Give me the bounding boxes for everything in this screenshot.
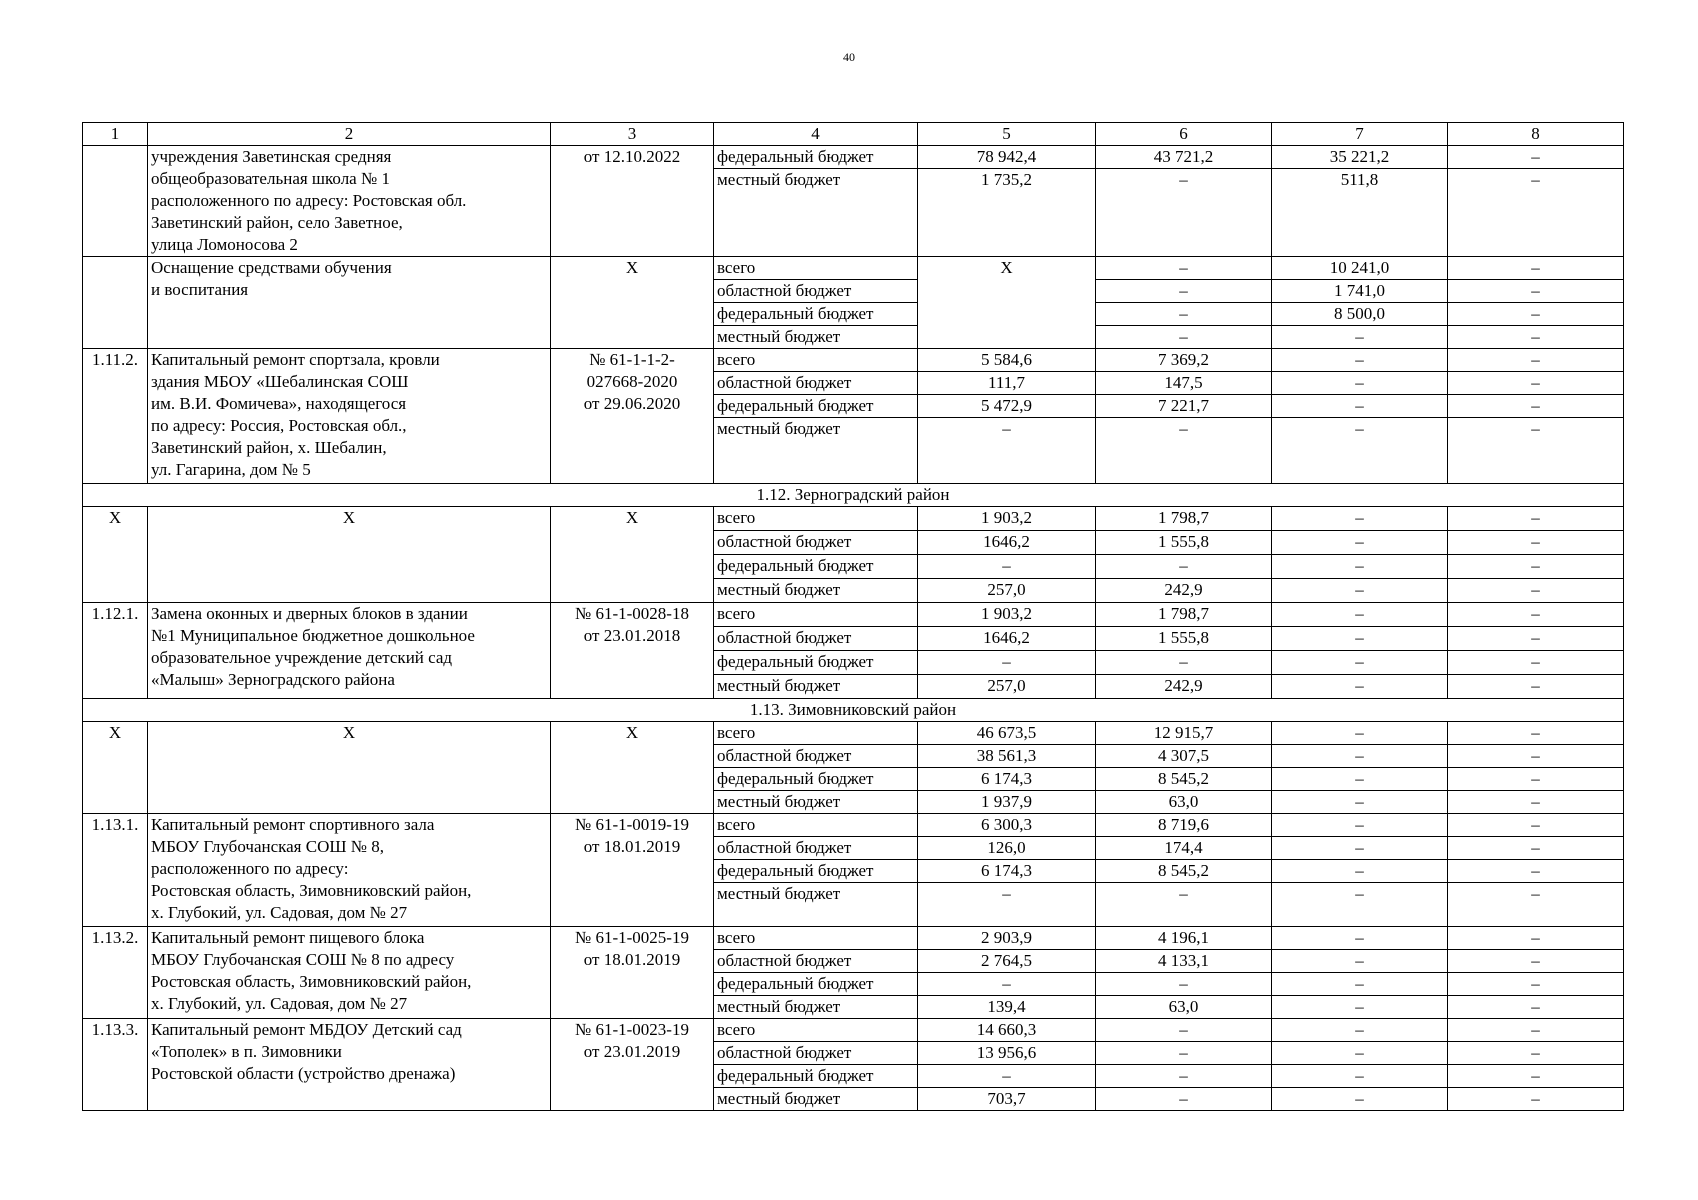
value-col6: 242,9 (1096, 675, 1272, 699)
value-col7: – (1272, 326, 1448, 349)
budget-type: местный бюджет (714, 1088, 918, 1111)
budget-type: областной бюджет (714, 280, 918, 303)
value-col7: – (1272, 675, 1448, 699)
table-row (83, 927, 1624, 950)
value-col7: – (1272, 651, 1448, 675)
value-col5: 78 942,4 (918, 146, 1096, 169)
item-number: 1.13.1. (83, 814, 148, 927)
value-col6: 1 798,7 (1096, 603, 1272, 627)
value-col5: 126,0 (918, 837, 1096, 860)
value-col5: 14 660,3 (918, 1019, 1096, 1042)
value-col8: – (1448, 1042, 1624, 1065)
budget-type: местный бюджет (714, 675, 918, 699)
budget-type: всего (714, 814, 918, 837)
value-col5: Х (918, 257, 1096, 349)
budget-type: местный бюджет (714, 883, 918, 927)
budget-type: областной бюджет (714, 950, 918, 973)
table-row (83, 1019, 1624, 1042)
budget-type: федеральный бюджет (714, 860, 918, 883)
value-col8: – (1448, 169, 1624, 257)
value-col8: – (1448, 927, 1624, 950)
value-col5: 1646,2 (918, 531, 1096, 555)
item-document: № 61-1-0028-18 от 23.01.2018 (551, 603, 714, 699)
value-col8: – (1448, 257, 1624, 280)
value-col5: – (918, 1065, 1096, 1088)
value-col6: 12 915,7 (1096, 722, 1272, 745)
value-col7: – (1272, 395, 1448, 418)
value-col5: 2 764,5 (918, 950, 1096, 973)
value-col8: – (1448, 555, 1624, 579)
value-col8: – (1448, 860, 1624, 883)
value-col8: – (1448, 395, 1624, 418)
value-col6: – (1096, 883, 1272, 927)
budget-type: областной бюджет (714, 627, 918, 651)
value-col7: – (1272, 860, 1448, 883)
value-col7: – (1272, 418, 1448, 484)
value-col6: 43 721,2 (1096, 146, 1272, 169)
value-col7: – (1272, 349, 1448, 372)
value-col6: – (1096, 326, 1272, 349)
budget-type: федеральный бюджет (714, 651, 918, 675)
value-col8: – (1448, 973, 1624, 996)
budget-type: всего (714, 1019, 918, 1042)
value-col8: – (1448, 349, 1624, 372)
value-col6: 174,4 (1096, 837, 1272, 860)
value-col7: 10 241,0 (1272, 257, 1448, 280)
value-col6: – (1096, 303, 1272, 326)
value-col7: – (1272, 791, 1448, 814)
value-col7: – (1272, 722, 1448, 745)
budget-type: местный бюджет (714, 169, 918, 257)
value-col5: 703,7 (918, 1088, 1096, 1111)
value-col8: – (1448, 507, 1624, 531)
item-document: Х (551, 257, 714, 349)
value-col5: – (918, 651, 1096, 675)
value-col8: – (1448, 280, 1624, 303)
value-col6: 1 798,7 (1096, 507, 1272, 531)
value-col5: 1 903,2 (918, 603, 1096, 627)
value-col8: – (1448, 722, 1624, 745)
value-col5: 1646,2 (918, 627, 1096, 651)
section-title: 1.13. Зимовниковский район (83, 699, 1624, 722)
budget-type: местный бюджет (714, 418, 918, 484)
value-col6: – (1096, 1065, 1272, 1088)
header-cell: 2 (148, 123, 551, 146)
value-col6: – (1096, 1042, 1272, 1065)
value-col8: – (1448, 996, 1624, 1019)
item-document: № 61-1-0019-19 от 18.01.2019 (551, 814, 714, 927)
value-col8: – (1448, 1065, 1624, 1088)
table-row (83, 349, 1624, 372)
budget-type: всего (714, 927, 918, 950)
value-col8: – (1448, 146, 1624, 169)
header-cell: 6 (1096, 123, 1272, 146)
value-col6: 4 307,5 (1096, 745, 1272, 768)
value-col7: – (1272, 372, 1448, 395)
table-row (83, 814, 1624, 837)
budget-type: федеральный бюджет (714, 395, 918, 418)
value-col6: – (1096, 257, 1272, 280)
value-col5: 2 903,9 (918, 927, 1096, 950)
value-col7: 35 221,2 (1272, 146, 1448, 169)
value-col5: 111,7 (918, 372, 1096, 395)
item-name: Оснащение средствами обучения и воспитания (148, 257, 551, 349)
table-row (83, 257, 1624, 280)
value-col8: – (1448, 418, 1624, 484)
item-document: № 61-1-0023-19 от 23.01.2019 (551, 1019, 714, 1111)
budget-type: всего (714, 349, 918, 372)
section-row (83, 699, 1624, 722)
value-col6: – (1096, 280, 1272, 303)
value-col7: – (1272, 627, 1448, 651)
header-cell: 1 (83, 123, 148, 146)
item-number: Х (83, 507, 148, 603)
value-col5: 5 584,6 (918, 349, 1096, 372)
item-name: Х (148, 722, 551, 814)
value-col8: – (1448, 883, 1624, 927)
header-cell: 5 (918, 123, 1096, 146)
value-col7: – (1272, 1019, 1448, 1042)
value-col6: 63,0 (1096, 791, 1272, 814)
value-col6: 242,9 (1096, 579, 1272, 603)
item-number: Х (83, 722, 148, 814)
value-col7: – (1272, 837, 1448, 860)
item-number (83, 146, 148, 257)
item-document: № 61-1-1-2- 027668-2020 от 29.06.2020 (551, 349, 714, 484)
item-document: от 12.10.2022 (551, 146, 714, 257)
value-col5: 6 174,3 (918, 768, 1096, 791)
item-name: Капитальный ремонт МБДОУ Детский сад «Тополек» в п. Зимовники Ростовской области (устройство дренажа) (148, 1019, 551, 1111)
budget-type: федеральный бюджет (714, 1065, 918, 1088)
item-document: Х (551, 722, 714, 814)
page-number: 40 (843, 50, 855, 64)
value-col5: – (918, 555, 1096, 579)
value-col6: 7 369,2 (1096, 349, 1272, 372)
table-row (83, 722, 1624, 745)
budget-type: федеральный бюджет (714, 303, 918, 326)
budget-type: местный бюджет (714, 791, 918, 814)
value-col6: 8 719,6 (1096, 814, 1272, 837)
value-col7: – (1272, 1042, 1448, 1065)
value-col5: 257,0 (918, 675, 1096, 699)
value-col5: 1 937,9 (918, 791, 1096, 814)
value-col8: – (1448, 1019, 1624, 1042)
value-col8: – (1448, 579, 1624, 603)
value-col6: 1 555,8 (1096, 627, 1272, 651)
value-col8: – (1448, 531, 1624, 555)
item-number: 1.13.2. (83, 927, 148, 1019)
value-col5: 6 174,3 (918, 860, 1096, 883)
value-col6: 7 221,7 (1096, 395, 1272, 418)
value-col6: 147,5 (1096, 372, 1272, 395)
value-col7: – (1272, 996, 1448, 1019)
value-col8: – (1448, 603, 1624, 627)
item-name: Х (148, 507, 551, 603)
value-col8: – (1448, 837, 1624, 860)
value-col8: – (1448, 814, 1624, 837)
value-col5: 257,0 (918, 579, 1096, 603)
value-col7: – (1272, 1088, 1448, 1111)
value-col7: – (1272, 973, 1448, 996)
header-cell: 3 (551, 123, 714, 146)
budget-type: всего (714, 722, 918, 745)
item-document: Х (551, 507, 714, 603)
header-cell: 4 (714, 123, 918, 146)
item-document: № 61-1-0025-19 от 18.01.2019 (551, 927, 714, 1019)
section-row (83, 484, 1624, 507)
budget-type: областной бюджет (714, 372, 918, 395)
table-row (83, 603, 1624, 627)
budget-type: всего (714, 603, 918, 627)
value-col7: – (1272, 1065, 1448, 1088)
value-col8: – (1448, 675, 1624, 699)
value-col5: 6 300,3 (918, 814, 1096, 837)
value-col6: – (1096, 651, 1272, 675)
item-number (83, 257, 148, 349)
value-col5: 38 561,3 (918, 745, 1096, 768)
value-col7: – (1272, 579, 1448, 603)
budget-type: областной бюджет (714, 531, 918, 555)
table-row (83, 146, 1624, 169)
value-col7: 511,8 (1272, 169, 1448, 257)
value-col8: – (1448, 372, 1624, 395)
budget-type: областной бюджет (714, 837, 918, 860)
item-name: учреждения Заветинская средняя общеобразовательная школа № 1 расположенного по адресу: Ростовская обл. Заветинский район, село Заветное, улица Ломоносова 2 (148, 146, 551, 257)
value-col5: 46 673,5 (918, 722, 1096, 745)
budget-table (82, 122, 1624, 1111)
section-title: 1.12. Зерноградский район (83, 484, 1624, 507)
value-col8: – (1448, 768, 1624, 791)
value-col5: – (918, 418, 1096, 484)
value-col6: – (1096, 555, 1272, 579)
value-col8: – (1448, 745, 1624, 768)
value-col7: 1 741,0 (1272, 280, 1448, 303)
item-number: 1.11.2. (83, 349, 148, 484)
value-col7: – (1272, 603, 1448, 627)
value-col6: 63,0 (1096, 996, 1272, 1019)
budget-type: федеральный бюджет (714, 973, 918, 996)
value-col7: – (1272, 745, 1448, 768)
value-col7: – (1272, 555, 1448, 579)
value-col7: – (1272, 814, 1448, 837)
value-col5: – (918, 973, 1096, 996)
value-col7: – (1272, 768, 1448, 791)
value-col8: – (1448, 326, 1624, 349)
value-col5: 1 903,2 (918, 507, 1096, 531)
value-col6: – (1096, 1019, 1272, 1042)
value-col8: – (1448, 791, 1624, 814)
value-col6: 8 545,2 (1096, 860, 1272, 883)
value-col5: 139,4 (918, 996, 1096, 1019)
budget-type: всего (714, 257, 918, 280)
value-col6: – (1096, 418, 1272, 484)
value-col6: 4 133,1 (1096, 950, 1272, 973)
budget-type: всего (714, 507, 918, 531)
value-col5: – (918, 883, 1096, 927)
item-number: 1.13.3. (83, 1019, 148, 1111)
value-col6: – (1096, 973, 1272, 996)
header-cell: 7 (1272, 123, 1448, 146)
item-name: Капитальный ремонт пищевого блока МБОУ Глубочанская СОШ № 8 по адресу Ростовская область, Зимовниковский район, х. Глубокий, ул. Садовая, дом № 27 (148, 927, 551, 1019)
header-row (83, 123, 1624, 146)
item-number: 1.12.1. (83, 603, 148, 699)
value-col7: – (1272, 531, 1448, 555)
value-col5: 5 472,9 (918, 395, 1096, 418)
budget-type: областной бюджет (714, 745, 918, 768)
value-col6: 8 545,2 (1096, 768, 1272, 791)
value-col7: 8 500,0 (1272, 303, 1448, 326)
value-col5: 1 735,2 (918, 169, 1096, 257)
value-col7: – (1272, 507, 1448, 531)
budget-type: федеральный бюджет (714, 768, 918, 791)
value-col7: – (1272, 927, 1448, 950)
budget-type: федеральный бюджет (714, 555, 918, 579)
header-cell: 8 (1448, 123, 1624, 146)
value-col6: – (1096, 1088, 1272, 1111)
budget-type: местный бюджет (714, 326, 918, 349)
value-col8: – (1448, 950, 1624, 973)
budget-type: федеральный бюджет (714, 146, 918, 169)
value-col6: 1 555,8 (1096, 531, 1272, 555)
table-row (83, 507, 1624, 531)
item-name: Капитальный ремонт спортивного зала МБОУ Глубочанская СОШ № 8, расположенного по адресу: Ростовская область, Зимовниковский район, х. Глубокий, ул. Садовая, дом № 27 (148, 814, 551, 927)
value-col8: – (1448, 1088, 1624, 1111)
budget-type: областной бюджет (714, 1042, 918, 1065)
budget-type: местный бюджет (714, 579, 918, 603)
item-name: Капитальный ремонт спортзала, кровли здания МБОУ «Шебалинская СОШ им. В.И. Фомичева», находящегося по адресу: Россия, Ростовская обл., Заветинский район, х. Шебалин, ул. Гагарина, дом № 5 (148, 349, 551, 484)
item-name: Замена оконных и дверных блоков в здании №1 Муниципальное бюджетное дошкольное образовательное учреждение детский сад «Малыш» Зерноградского района (148, 603, 551, 699)
value-col8: – (1448, 627, 1624, 651)
value-col7: – (1272, 883, 1448, 927)
value-col7: – (1272, 950, 1448, 973)
value-col8: – (1448, 303, 1624, 326)
budget-type: местный бюджет (714, 996, 918, 1019)
value-col6: 4 196,1 (1096, 927, 1272, 950)
value-col5: 13 956,6 (918, 1042, 1096, 1065)
value-col8: – (1448, 651, 1624, 675)
value-col6: – (1096, 169, 1272, 257)
